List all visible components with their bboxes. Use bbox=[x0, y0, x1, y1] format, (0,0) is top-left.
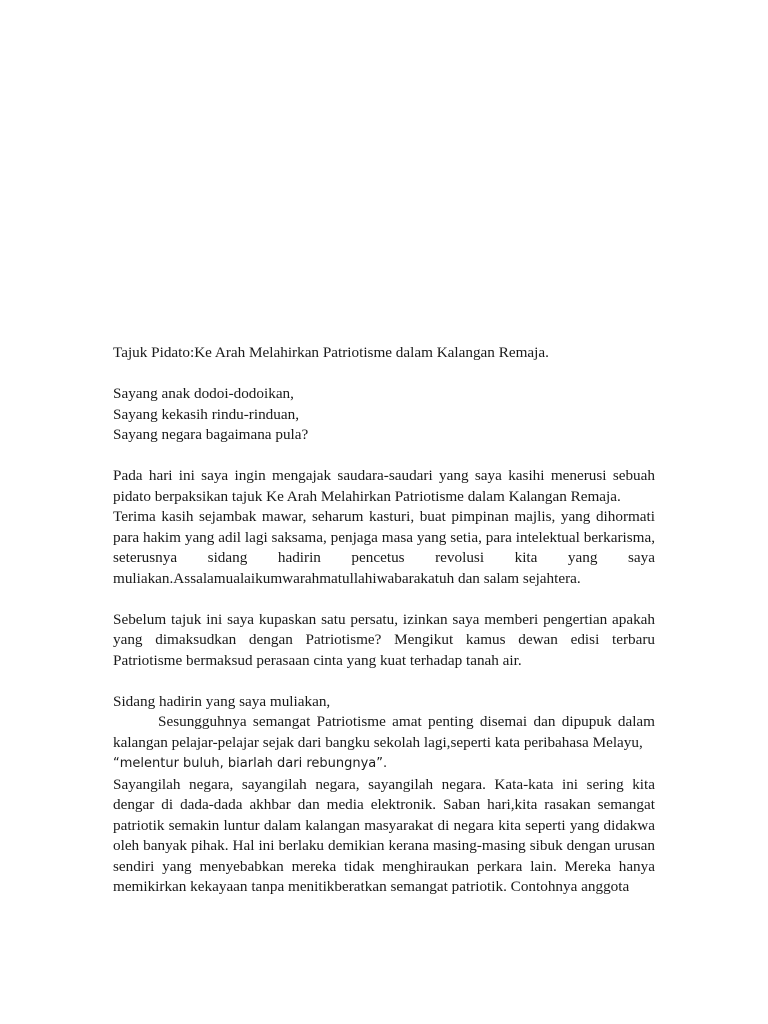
pantun-line-1: Sayang anak dodoi-dodoikan, bbox=[113, 385, 294, 402]
pantun-block bbox=[113, 384, 655, 446]
paragraph-greeting-end: muliakan.Assalamualaikumwarahmatullahiwabarakatuh dan salam sejahtera. bbox=[113, 569, 581, 587]
speech-document bbox=[113, 343, 655, 898]
paragraph-greeting: Terima kasih sejambak mawar, seharum kasturi, buat pimpinan majlis, yang dihormati para hakim yang adil lagi saksama, penjaga masa yang setia, para intelektual berkarisma, seterusnya sidang hadirin pencetus revolusi kita yang saya bbox=[113, 508, 655, 566]
salutation: Sidang hadirin yang saya muliakan, bbox=[113, 692, 331, 710]
body-block bbox=[113, 692, 655, 898]
peribahasa-quote bbox=[113, 753, 655, 775]
paragraph-opening: Pada hari ini saya ingin mengajak saudara-saudari yang saya kasihi menerusi sebuah pidato berpaksikan tajuk Ke Arah Melahirkan Patriotisme dalam Kalangan Remaja. bbox=[113, 467, 655, 505]
blank-line bbox=[113, 446, 655, 467]
paragraph-importance: Sesungguhnya semangat Patriotisme amat penting disemai dan dipupuk dalam kalangan pelajar-pelajar sejak dari bangku sekolah lagi,seperti kata peribahasa Melayu, bbox=[113, 713, 655, 751]
speech-title: Tajuk Pidato:Ke Arah Melahirkan Patriotisme dalam Kalangan Remaja. bbox=[113, 344, 549, 361]
pantun-line-2: Sayang kekasih rindu-rinduan, bbox=[113, 405, 300, 423]
peribahasa-text: “melentur buluh, biarlah dari rebungnya”. bbox=[113, 756, 388, 771]
pantun-line-3: Sayang negara bagaimana pula? bbox=[113, 426, 309, 443]
blank-line bbox=[113, 671, 655, 692]
paragraph-definition: Sebelum tajuk ini saya kupaskan satu persatu, izinkan saya memberi pengertian apakah yang dimaksudkan dengan Patriotisme? Mengikut kamus dewan edisi terbaru Patriotisme bermaksud perasaan cinta yang kuat terhadap tanah air. bbox=[113, 610, 655, 669]
blank-line bbox=[113, 364, 655, 385]
opening-block bbox=[113, 466, 655, 589]
paragraph-body: Sayangilah negara, sayangilah negara, sayangilah negara. Kata-kata ini sering kita dengar di dada-dada akhbar dan media elektronik. Saban hari,kita rasakan semangat patriotik semakin luntur dalam kalangan masyarakat di negara kita seperti yang didakwa oleh banyak pihak. Hal ini berlaku demikian kerana masing-masing sibuk dengan urusan sendiri yang menyebabkan mereka tidak menghiraukan perkara lain. Mereka hanya memikirkan kekayaan tanpa menitikberatkan semangat patriotik. Contohnya anggota bbox=[113, 775, 655, 895]
definition-block bbox=[113, 610, 655, 672]
blank-line bbox=[113, 589, 655, 610]
